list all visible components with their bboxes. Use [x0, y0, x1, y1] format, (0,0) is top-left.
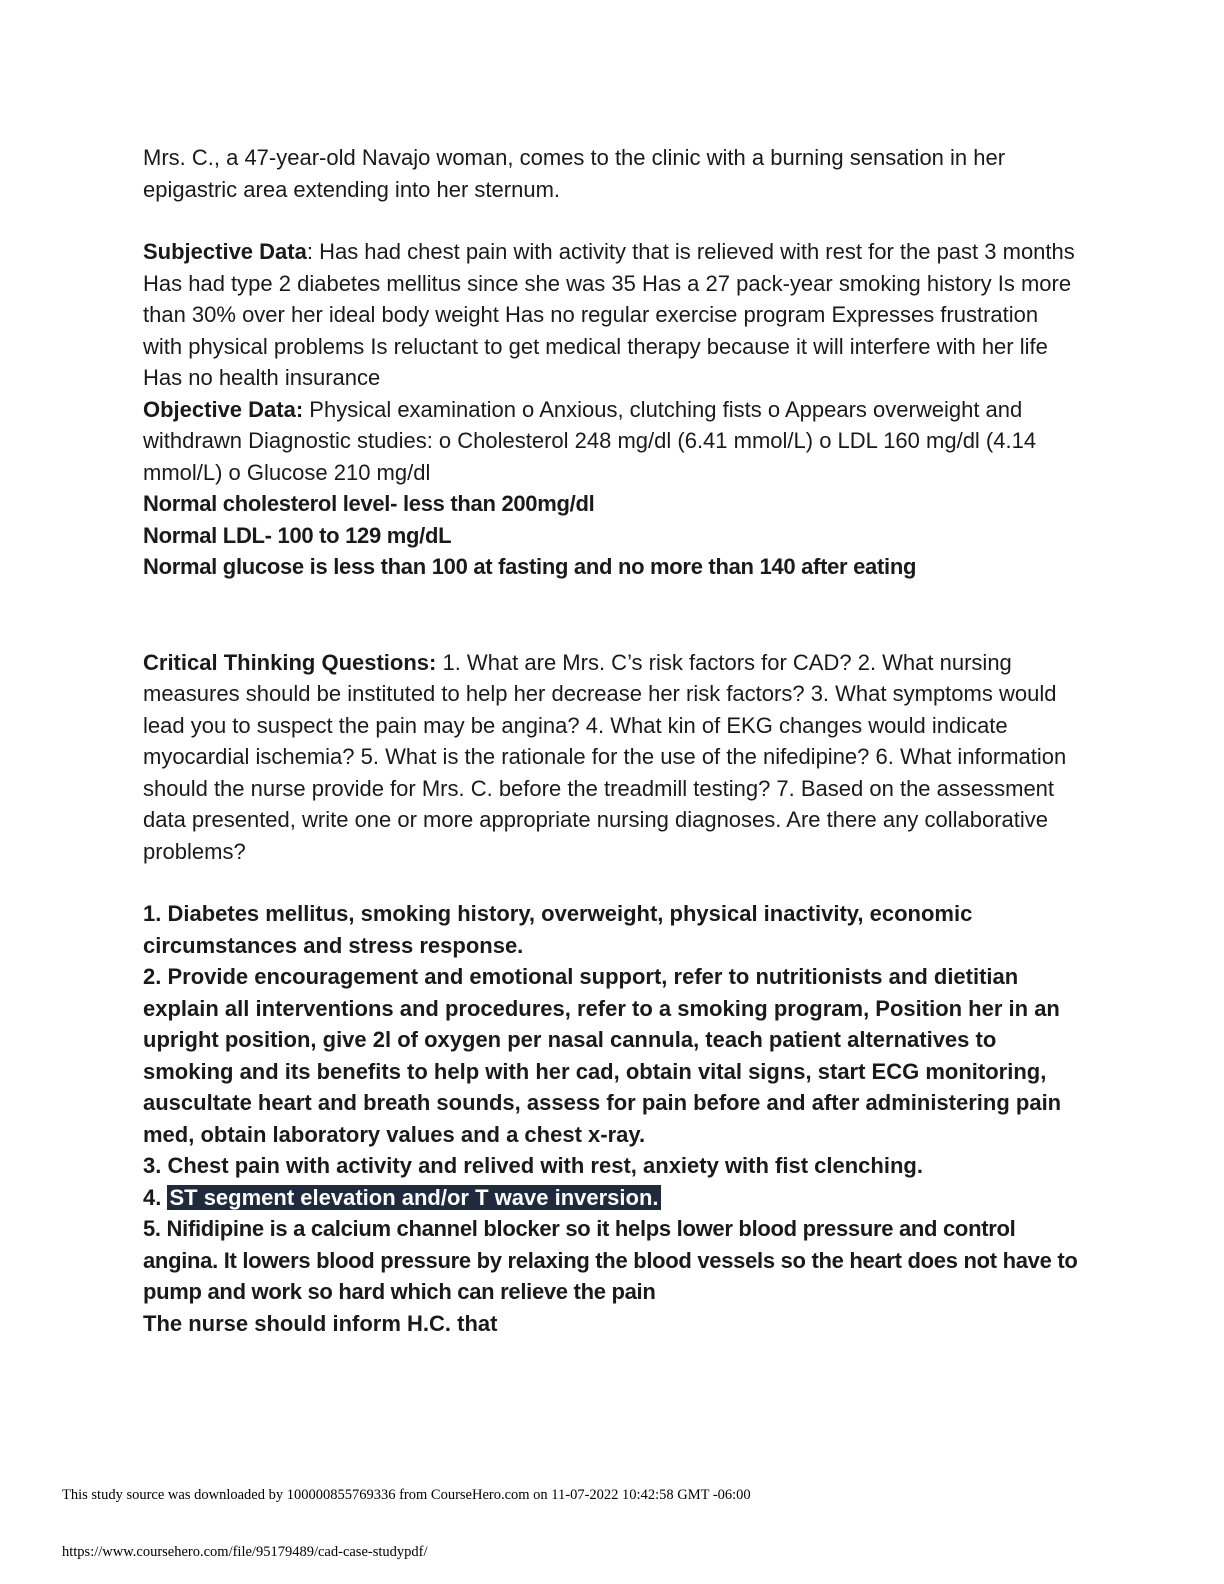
- questions-text: 1. What are Mrs. C’s risk factors for CAD? 2. What nursing measures should be instituted to help her decrease her risk factors? 3. What symptoms would lead you to suspect the pain may be angina? 4. What kin of EKG changes would indicate myocardial ischemia? 5. What is the rationale for the use of the nifedipine? 6. What information should the nurse provide for Mrs. C. before the treadmill testing? 7. Based on the assessment data presented, write one or more appropriate nursing diagnoses. Are there any collaborative problems?: [143, 649, 1067, 864]
- answer-4: [143, 1182, 1078, 1214]
- spacer: [143, 867, 1078, 898]
- answer-2: 2. Provide encouragement and emotional support, refer to nutritionists and dietitian explain all interventions and procedures, refer to a smoking program, Position her in an upright position, give 2l of oxygen per nasal cannula, teach patient alternatives to smoking and its benefits to help with her cad, obtain vital signs, start ECG monitoring, auscultate heart and breath sounds, assess for pain before and after administering pain med, obtain laboratory values and a chest x-ray.: [143, 964, 1062, 1147]
- subjective-text: : Has had chest pain with activity that is relieved with rest for the past 3 months Has had type 2 diabetes mellitus since she was 35 Has a 27 pack-year smoking history Is more than 30% over her ideal body weight Has no regular exercise program Expresses frustration with physical problems Is reluctant to get medical therapy because it will interfere with her life Has no health insurance: [143, 239, 1075, 390]
- footer-url: https://www.coursehero.com/file/95179489/cad-case-studypdf/: [62, 1544, 428, 1560]
- intro-paragraph: Mrs. C., a 47-year-old Navajo woman, comes to the clinic with a burning sensation in her epigastric area extending into her sternum.: [143, 145, 1006, 202]
- footer-source-notice: This study source was downloaded by 100000855769336 from CourseHero.com on 11-07-2022 10:42:58 GMT -06:00: [62, 1487, 751, 1503]
- objective-paragraph: [143, 394, 1078, 489]
- document-body: [143, 142, 1078, 1339]
- answer-3: 3. Chest pain with activity and relived with rest, anxiety with fist clenching.: [143, 1153, 923, 1178]
- answer-4-number: 4.: [143, 1184, 168, 1210]
- subjective-paragraph: [143, 236, 1078, 394]
- subjective-label: Subjective Data: [143, 239, 307, 264]
- answer-1: 1. Diabetes mellitus, smoking history, overweight, physical inactivity, economic circumstances and stress response.: [143, 901, 973, 958]
- answer-4-highlighted-text: ST segment elevation and/or T wave inversion.: [169, 1184, 659, 1210]
- normal-cholesterol: Normal cholesterol level- less than 200mg/dl: [143, 491, 595, 516]
- normal-glucose: Normal glucose is less than 100 at fasting and no more than 140 after eating: [143, 554, 917, 579]
- questions-label: Critical Thinking Questions:: [143, 649, 437, 675]
- normal-ldl: Normal LDL- 100 to 129 mg/dL: [143, 522, 452, 548]
- answer-6: The nurse should inform H.C. that: [143, 1310, 498, 1336]
- spacer: [143, 205, 1078, 236]
- questions-paragraph: [143, 647, 1078, 868]
- spacer: [143, 583, 1078, 647]
- objective-text: Physical examination o Anxious, clutching fists o Appears overweight and withdrawn Diagnostic studies: o Cholesterol 248 mg/dl (6.41 mmol/L) o LDL 160 mg/dl (4.14 mmol/L) o Glucose 210 mg/dl: [143, 396, 1037, 485]
- objective-label: Objective Data:: [143, 396, 304, 422]
- answer-5: 5. Nifidipine is a calcium channel blocker so it helps lower blood pressure and control angina. It lowers blood pressure by relaxing the blood vessels so the heart does not have to pump and work so hard which can relieve the pain: [143, 1216, 1078, 1304]
